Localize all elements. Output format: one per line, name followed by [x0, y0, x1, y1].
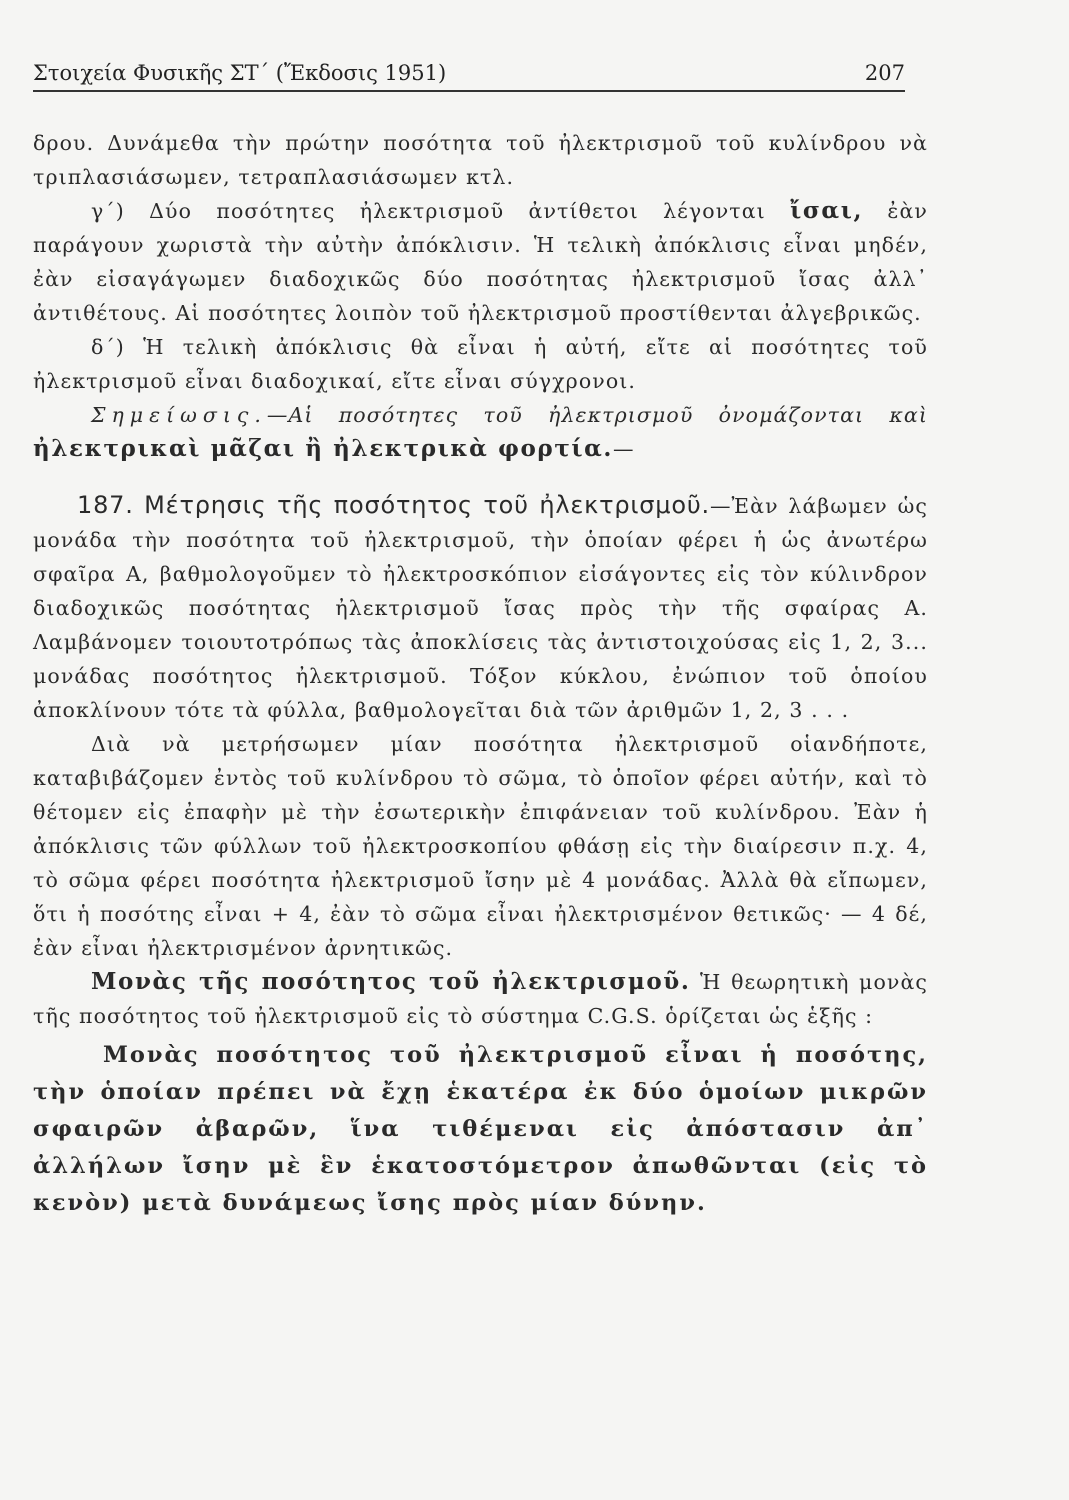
paragraph-gamma-start: γ΄) Δύο ποσότητες ἠλεκτρισμοῦ ἀντίθετοι λέγονται [91, 199, 791, 223]
page-number: 207 [864, 61, 905, 85]
section-187 [33, 488, 928, 727]
paragraph-measure: Διὰ νὰ μετρήσωμεν μίαν ποσότητα ἠλεκτρισμοῦ οἱανδήποτε, καταβιβάζομεν ἐντὸς τοῦ κυλίνδρου τὸ σῶμα, τὸ ὁποῖον φέρει αὐτήν, καὶ τὸ θέτομεν εἰς ἐπαφὴν μὲ τὴν ἐσωτερικὴν ἐπιφάνειαν τοῦ κυλίνδρου. Ἐὰν ἡ ἀπόκλισις τῶν φύλλων τοῦ ἠλεκτροσκοπίου φθάσῃ εἰς τὴν διαίρεσιν π.χ. 4, τὸ σῶμα φέρει ποσότητα ἠλεκτρισμοῦ ἴσην μὲ 4 μονάδας. Ἀλλὰ θὰ εἴπωμεν, ὅτι ἡ ποσότης εἶναι + 4, ἐὰν τὸ σῶμα εἶναι ἠλεκτρισμένον θετικῶς· — 4 δέ, ἐὰν εἶναι ἠλεκτρισμένον ἀρνητικῶς. [33, 732, 928, 960]
note-dash: — [613, 437, 635, 461]
paragraph-continuation: δρου. Δυνάμεθα τὴν πρώτην ποσότητα τοῦ ἠλεκτρισμοῦ τοῦ κυλίνδρου νὰ τριπλασιάσωμεν, τετραπλασιάσωμεν κτλ. [33, 131, 928, 189]
paragraph-gamma-rest: ἐὰν παράγουν χωριστὰ τὴν αὐτὴν ἀπόκλισιν. Ἡ τελικὴ ἀπόκλισις εἶναι μηδέν, ἐὰν εἰσαγάγωμεν διαδοχικῶς δύο ποσότητας ἠλεκτρισμοῦ ἴσας ἀλλ᾽ ἀντιθέτους. Αἱ ποσότητες λοιπὸν τοῦ ἠλεκτρισμοῦ προστίθενται ἀλγεβρικῶς. [33, 199, 928, 325]
note-bold-terms: ἠλεκτρικαὶ μᾶζαι ἢ ἠλεκτρικὰ φορτία. [33, 435, 614, 462]
section-heading: 187. Μέτρησις τῆς ποσότητος τοῦ ἠλεκτρισμοῦ. [77, 491, 710, 519]
note-label: Σημείωσις. [91, 403, 267, 427]
note-text: —Αἱ ποσότητες τοῦ ἠλεκτρισμοῦ ὀνομάζονται καὶ [266, 403, 928, 427]
unit-definition: Μονὰς ποσότητος τοῦ ἠλεκτρισμοῦ εἶναι ἡ ποσότης, τὴν ὁποίαν πρέπει νὰ ἔχῃ ἑκατέρα ἐκ δύο ὁμοίων μικρῶν σφαιρῶν ἀβαρῶν, ἵνα τιθέμεναι εἰς ἀπόστασιν ἀπ᾽ ἀλλήλων ἴσην μὲ ἓν ἑκατοστόμετρον ἀπωθῶνται (εἰς τὸ κενὸν) μετὰ δυνάμεως ἴσης πρὸς μίαν δύνην. [33, 1042, 928, 1216]
running-header [33, 58, 905, 92]
page-body [33, 126, 928, 1222]
paragraph-delta: δ΄) Ἡ τελικὴ ἀπόκλισις θὰ εἶναι ἡ αὐτή, εἴτε αἱ ποσότητες τοῦ ἠλεκτρισμοῦ εἶναι διαδοχικαί, εἴτε εἶναι σύγχρονοι. [33, 335, 928, 393]
paragraph-gamma [33, 194, 928, 330]
term-isai: ἴσαι, [790, 197, 864, 224]
paragraph-unit [33, 965, 928, 1033]
section-text: —Ἐὰν λάβωμεν ὡς μονάδα τὴν ποσότητα τοῦ ἠλεκτρισμοῦ, τὴν ὁποίαν φέρει ἡ ὡς ἀνωτέρω σφαῖρα Α, βαθμολογοῦμεν τὸ ἠλεκτροσκόπιον εἰσάγοντες εἰς τὸν κύλινδρον διαδοχικῶς ποσότητας ἠλεκτρισμοῦ ἴσας πρὸς τὴν τῆς σφαίρας Α. Λαμβάνομεν τοιουτοτρόπως τὰς ἀποκλίσεις τὰς ἀντιστοιχούσας εἰς 1, 2, 3... μονάδας ποσότητος ἠλεκτρισμοῦ. Τόξον κύκλου, ἐνώπιον τοῦ ὁποίου ἀποκλίνουν τότε τὰ φύλλα, βαθμολογεῖται διὰ τῶν ἀριθμῶν 1, 2, 3 . . . [33, 494, 928, 722]
unit-heading: Μονὰς τῆς ποσότητος τοῦ ἠλεκτρισμοῦ. [91, 968, 691, 995]
note-paragraph [33, 398, 928, 466]
unit-text: Ἡ θεωρητικὴ μονὰς τῆς ποσότητος τοῦ ἠλεκτρισμοῦ εἰς τὸ σύστημα C.G.S. ὁρίζεται ὡς ἑξῆς : [33, 970, 928, 1028]
header-title: Στοιχεία Φυσικῆς ΣΤ΄ (Ἔκδοσις 1951) [33, 61, 447, 85]
